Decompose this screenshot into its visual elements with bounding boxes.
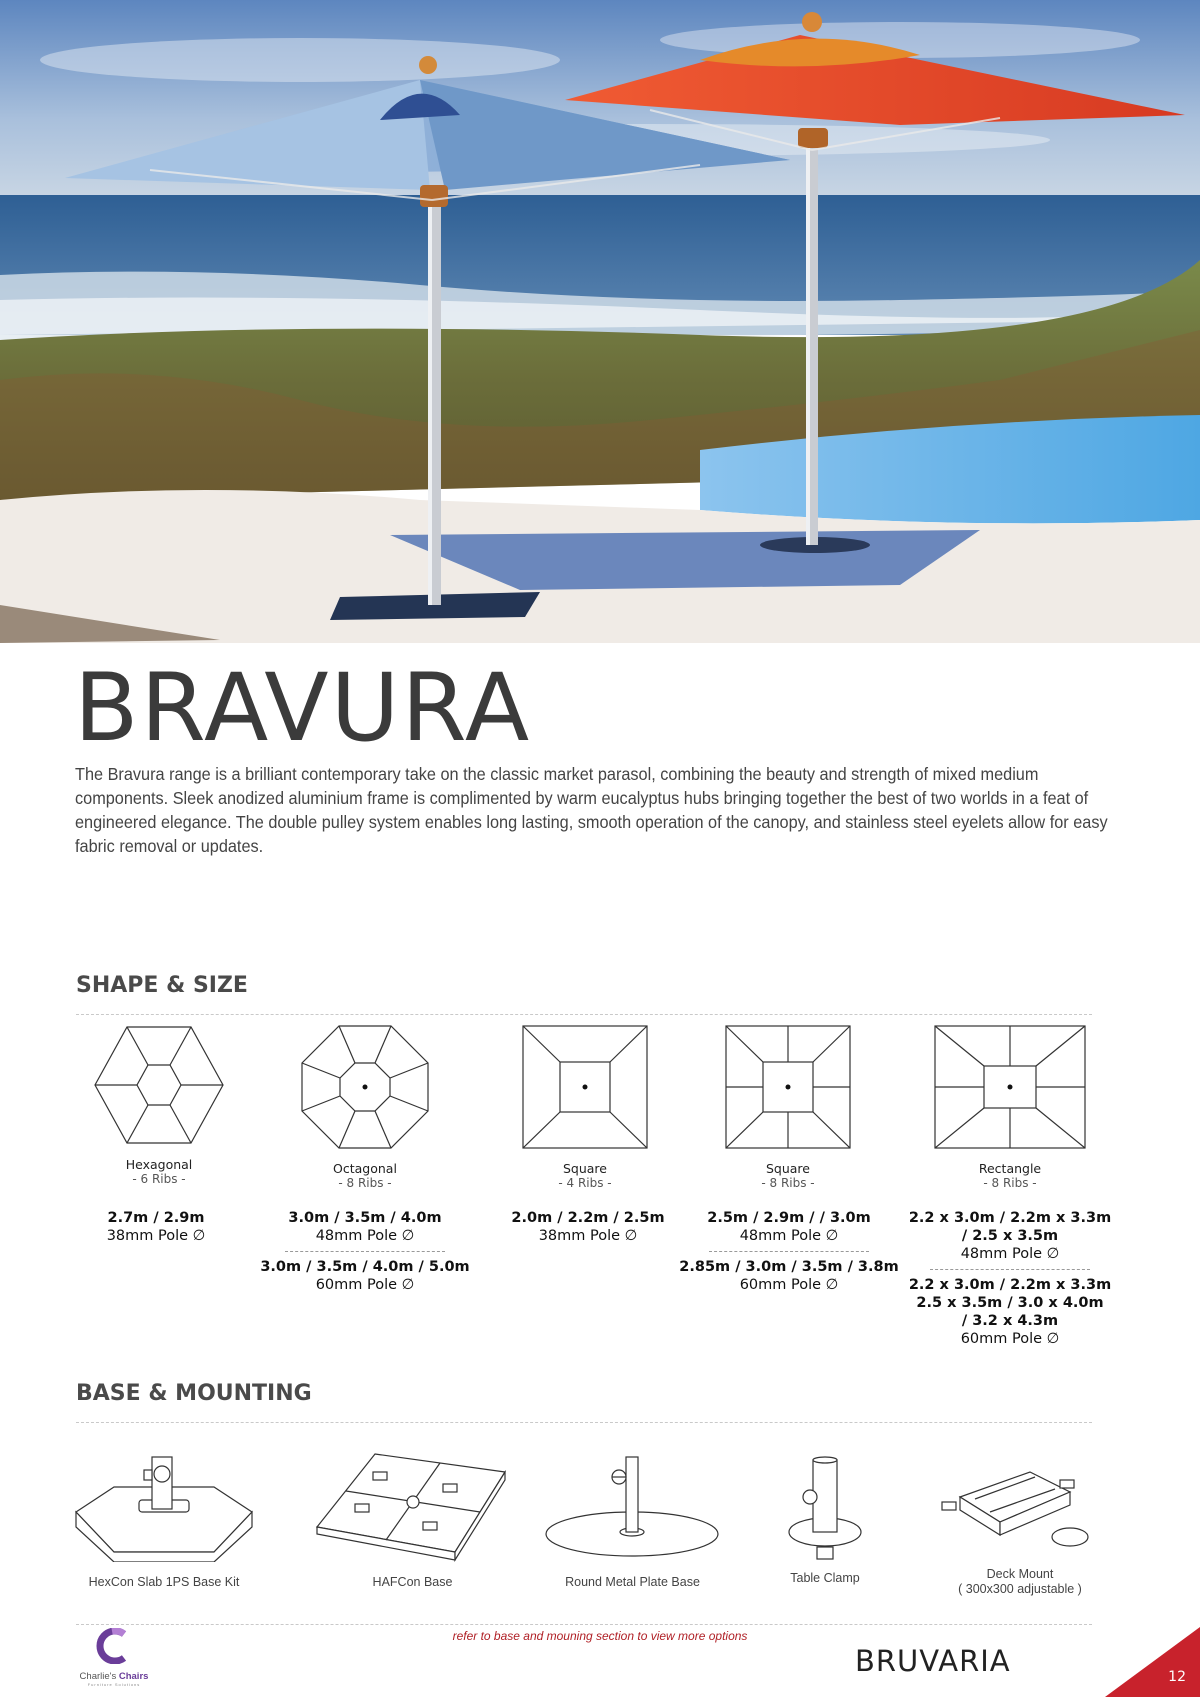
shape-ribs: - 8 Ribs - [761, 1176, 815, 1190]
base-mounting-heading: BASE & MOUNTING [76, 1381, 312, 1406]
base-label: HexCon Slab 1PS Base Kit [88, 1575, 240, 1589]
shape-rectangle [890, 1025, 1130, 1190]
logo-tagline: Furniture Solutions [87, 1682, 141, 1687]
shape-ribs: - 4 Ribs - [558, 1176, 612, 1190]
size-list: / 2.5 x 3.5m [961, 1228, 1059, 1244]
spec-separator [285, 1251, 445, 1252]
octagon-icon [301, 1025, 429, 1149]
product-description: The Bravura range is a brilliant contemporary take on the classic market parasol, combining the beauty and strength of mixed medium components. Sleek anodized aluminium frame is complimented by warm eucalyptus hubs bringing together the best of two worlds in a feat of engineered elegance. The double pulley system enables long lasting, smooth operation of the canopy, and stainless steel eyelets allow for easy fabric removal or updates. [75, 764, 1108, 856]
rectangle-icon [934, 1025, 1086, 1149]
page-corner-triangle [1105, 1627, 1200, 1697]
hexcon-base-icon [74, 1452, 254, 1562]
pole-diameter: 48mm Pole ∅ [739, 1228, 839, 1244]
base-hafcon [315, 1452, 510, 1590]
pole-diameter: 48mm Pole ∅ [315, 1228, 415, 1244]
pole-diameter: 38mm Pole ∅ [106, 1228, 206, 1244]
base-hexcon [74, 1452, 254, 1590]
base-table-clamp [760, 1452, 890, 1586]
hexagon-icon [93, 1025, 225, 1145]
shape-name: Rectangle [978, 1161, 1042, 1176]
size-list: 2.5m / 2.9m / / 3.0m [707, 1210, 871, 1226]
hero-photo [0, 0, 1200, 643]
product-title: BRAVURA [74, 654, 532, 763]
base-label: HAFCon Base [372, 1575, 453, 1589]
shape-ribs: - 8 Ribs - [338, 1176, 392, 1190]
shape-name: Octagonal [333, 1161, 397, 1176]
size-list: 3.0m / 3.5m / 4.0m / 5.0m [260, 1259, 470, 1275]
parasol-photo [0, 0, 1200, 643]
base-round-plate [540, 1452, 725, 1590]
size-list: / 3.2 x 4.3m [961, 1313, 1059, 1329]
base-label: Table Clamp [790, 1571, 860, 1585]
spec-octagonal [235, 1209, 495, 1294]
shape-octagonal [245, 1025, 485, 1190]
shape-size-heading: SHAPE & SIZE [76, 973, 248, 998]
spec-rectangle [880, 1209, 1140, 1348]
shape-hexagonal [39, 1025, 279, 1186]
deck-mount-icon [940, 1452, 1100, 1562]
size-list: 3.0m / 3.5m / 4.0m [288, 1210, 442, 1226]
spec-separator [709, 1251, 869, 1252]
logo-c-icon [94, 1628, 134, 1664]
shape-name: Square [562, 1161, 607, 1176]
pole-diameter: 60mm Pole ∅ [315, 1277, 415, 1293]
base-label: Deck Mount [986, 1567, 1054, 1581]
shape-ribs: - 8 Ribs - [983, 1176, 1037, 1190]
divider [76, 1014, 1092, 1015]
square-8-ribs-icon [725, 1025, 851, 1149]
size-list: 2.7m / 2.9m [107, 1210, 205, 1226]
base-label: Round Metal Plate Base [565, 1575, 700, 1589]
shape-ribs: - 6 Ribs - [132, 1172, 186, 1186]
square-4-ribs-icon [522, 1025, 648, 1149]
page-number: 12 [1168, 1669, 1186, 1685]
size-list: 2.85m / 3.0m / 3.5m / 3.8m [679, 1259, 899, 1275]
shape-name: Hexagonal [125, 1157, 193, 1172]
refer-note: refer to base and mouning section to view more options [452, 1629, 748, 1643]
spec-separator [930, 1269, 1090, 1270]
pole-diameter: 38mm Pole ∅ [538, 1228, 638, 1244]
size-list: 2.2 x 3.0m / 2.2m x 3.3m [908, 1277, 1112, 1293]
round-plate-base-icon [540, 1452, 725, 1562]
divider [76, 1624, 1092, 1625]
size-list: 2.0m / 2.2m / 2.5m [511, 1210, 665, 1226]
base-sublabel: ( 300x300 adjustable ) [958, 1582, 1082, 1596]
pole-diameter: 60mm Pole ∅ [960, 1331, 1060, 1347]
logo-wordmark [74, 1671, 154, 1682]
logo-name-2: Chairs [118, 1671, 149, 1682]
model-name: BRUVARIA [855, 1644, 1011, 1678]
shape-square-8 [668, 1025, 908, 1190]
hafcon-base-icon [315, 1452, 510, 1562]
size-list: 2.2 x 3.0m / 2.2m x 3.3m [908, 1210, 1112, 1226]
logo-name-1: Charlie's [79, 1671, 117, 1682]
table-clamp-icon [760, 1452, 890, 1562]
shape-name: Square [765, 1161, 810, 1176]
divider [76, 1422, 1092, 1423]
pole-diameter: 60mm Pole ∅ [739, 1277, 839, 1293]
brand-logo [74, 1628, 154, 1686]
pole-diameter: 48mm Pole ∅ [960, 1246, 1060, 1262]
base-deck-mount [940, 1452, 1100, 1597]
size-list: 2.5 x 3.5m / 3.0 x 4.0m [916, 1295, 1104, 1311]
